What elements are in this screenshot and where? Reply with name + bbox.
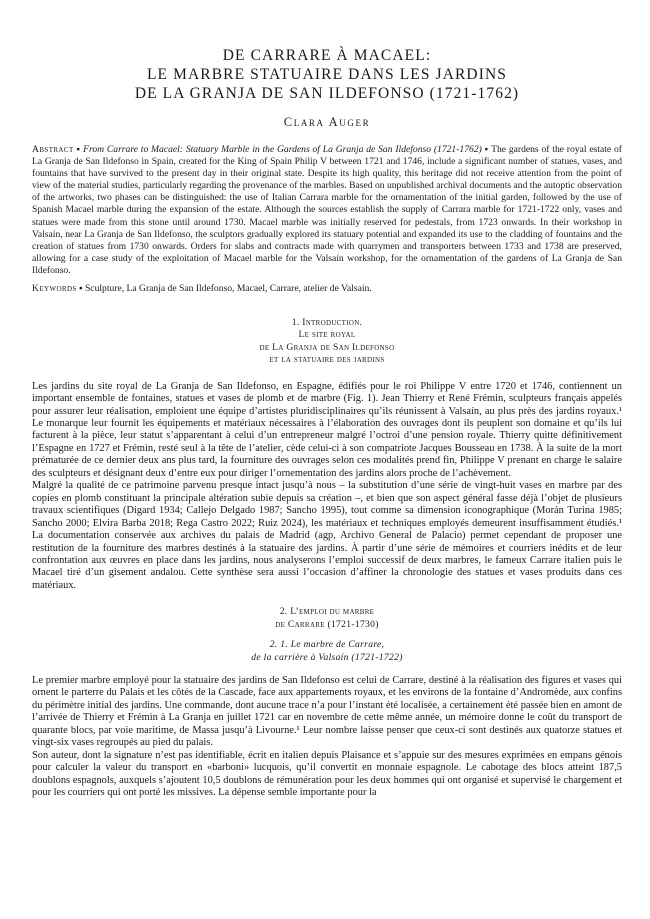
separator-icon: ▪ xyxy=(484,144,489,155)
separator-icon: ▪ xyxy=(76,144,81,155)
abstract-text: The gardens of the royal estate of La Granja de San Ildefonso in Spain, created for the King of Spain Philip V between 1721 and 1746, include a significant number of statues, vases, and fountains that have survived to the present day in their original state. Despite its high quality, this heritage did not receive attention from the point of view of the material studies, particularly regarding the provenance of the marbles. Based on unpublished archival documents and the autoptic observation of the artworks, two phases can be distinguished: the use of Italian Carrara marble for the ornamentation of the initial garden, followed by the use of Spanish Macael marble during the expansion of the estate. Although the sources establish the supply of Carrara marble for 1721-1722 only, vases and statues were made from this stone until around 1730. Macael marble was initially reserved for pedestals, from 1723 onwards. In their workshop in Valsaín, near La Granja de San Ildefonso, the sculptors gradually explored its statuary potential and expanded its use to the cladding of fountains and the creation of statues from 1730 onwards. Orders for slabs and contracts made with quarrymen and transporters between 1733 and 1738 are preserved, allowing for a case study of the exploitation of Macael marble for the Valsaín workshop, for the ornamentation of the gardens of La Granja de San Ildefonso. xyxy=(32,144,622,276)
keywords-text: Sculpture, La Granja de San Ildefonso, Macael, Carrare, atelier de Valsaín. xyxy=(84,283,372,295)
title-line: DE LA GRANJA DE SAN ILDEFONSO (1721-1762) xyxy=(134,85,520,102)
heading-line: 2. L’emploi du marbre xyxy=(279,606,375,618)
title-line: LE MARBRE STATUAIRE DANS LES JARDINS xyxy=(146,66,507,83)
abstract xyxy=(32,144,622,277)
keywords xyxy=(32,283,622,295)
keywords-label: Keywords xyxy=(32,283,77,295)
paragraph: Son auteur, dont la signature n’est pas identifiable, écrit en italien depuis Plaisance et s’appuie sur des mesures exprimées en empans génois pour calculer la valeur du transport en «barboni» lucquois, qu’il convertit en monnaie espagnole. Le cabotage des blocs atteint 187,5 doublons espagnols, auxquels s’ajoutent 10,5 doublons de rémunération pour les deux hommes qui ont organisé et supervisé le chargement et pour les courriers qui ont porté les missives. La dépense semble importante pour la xyxy=(32,749,622,799)
heading-line: 2. 1. Le marbre de Carrare, xyxy=(269,639,385,651)
author-name: Clara Auger xyxy=(283,115,371,129)
paragraph: Les jardins du site royal de La Granja de San Ildefonso, en Espagne, édifiés pour le roi Philippe V entre 1720 et 1746, contiennent un important ensemble de fontaines, statues et vases de plomb et de marbre (Fig. 1). Jean Thierry et René Frémin, sculpteurs français appelés pour assurer leur réalisation, emploient une équipe d’artistes pluridisciplinaires qu’ils réunissent à Valsaín, au plus près des jardins royaux.¹ Le monarque leur fournit les équipements et matériaux nécessaires à l’élaboration des ouvrages dont ils peuplent son domaine et qu’ils lui facturent à la pièce, leur statut s’apparentant à celui d’un entrepreneur malgré l’octroi d’une pension royale. Thierry quitte définitivement l’Espagne en 1727 et Frémin, resté seul à la tête de l’atelier, cède celui-ci à son compatriote Jacques Bousseau en 1738. À la suite de la mort prématurée de ce dernier deux ans plus tard, la fourniture des ouvrages selon ces modalités prend fin, Philippe V prenant en charge le salaire des sculpteurs et désignant deux d’entre eux pour diriger l’ornementation des jardins alors proche de l’achèvement. xyxy=(32,380,622,479)
title-line: DE CARRARE À MACAEL: xyxy=(222,47,432,64)
heading-line: de la carrière à Valsaín (1721-1722) xyxy=(251,651,403,663)
paragraph: Le premier marbre employé pour la statuaire des jardins de San Ildefonso est celui de Carrare, destiné à la réalisation des figures et vases qui ornent le parterre du Palais et les côtés de la Cascade, face aux appartements royaux, et les environs de la fontaine d’Andromède, aux confins du périmètre initial des jardins. Une commande, dont aucune trace n’a pour l’instant été localisée, a certainement été passée bien en amont de l’arrivée de Thierry et Frémin à La Granja en juillet 1721 car en novembre de cette même année, un mémoire donne le coût du transport de quarante blocs, par voie maritime, de Massa jusqu’à Livourne.¹ Leur nombre laisse penser que ceux-ci sont destinés aux quatorze statues et vingt-six vases regroupés au pied du palais. xyxy=(32,674,622,749)
abstract-label: Abstract xyxy=(32,144,74,155)
separator-icon: ▪ xyxy=(79,283,83,295)
section-heading-1 xyxy=(32,317,622,367)
heading-line: Le site royal xyxy=(298,329,356,341)
subsection-heading-2-1 xyxy=(32,639,622,664)
heading-line: de La Granja de San Ildefonso xyxy=(259,341,395,353)
heading-line: de Carrare (1721-1730) xyxy=(275,618,379,630)
heading-line: 1. Introduction. xyxy=(291,317,363,329)
section-heading-2 xyxy=(32,606,622,631)
section-1-body xyxy=(32,381,622,593)
paragraph: Malgré la qualité de ce patrimoine parvenu presque intact jusqu’à nous – la substitution d’une série de vingt-huit vases en marbre par des copies en plomb constituant la principale altération subie depuis sa création –, et bien que son aspect général fasse déjà l’objet de plusieurs travaux scientifiques (Digard 1934; Callejo Delgado 1987; Sancho 1995), tout comme sa dimension iconographique (Morán Turina 1985; Sancho 2000; Elvira Barba 2018; Rega Castro 2022; Ruiz 2024), les matériaux et techniques employés demeurent insuffisamment étudiés.¹ La documentation conservée aux archives du palais de Madrid (agp, Archivo General de Palacio) permet cependant de proposer une restitution de la fourniture des marbres destinés à la statuaire des jardins. À partir d’une série de mémoires et courriers inédits et de leur confrontation aux œuvres en place dans les jardins, nous analyserons l’emploi successif de deux marbres, le fameux Carrare italien puis le Macael tiré d’un gisement andalou. Cette synthèse sera aussi l’occasion d’affiner la chronologie des statues et vases produits dans ces matériaux. xyxy=(32,480,622,591)
section-2-body xyxy=(32,675,622,800)
article-title xyxy=(32,46,622,130)
abstract-english-title: From Carrare to Macael: Statuary Marble in the Gardens of La Granja de San Ildefonso (1721-1762) xyxy=(83,144,482,155)
heading-line: et la statuaire des jardins xyxy=(269,354,385,366)
